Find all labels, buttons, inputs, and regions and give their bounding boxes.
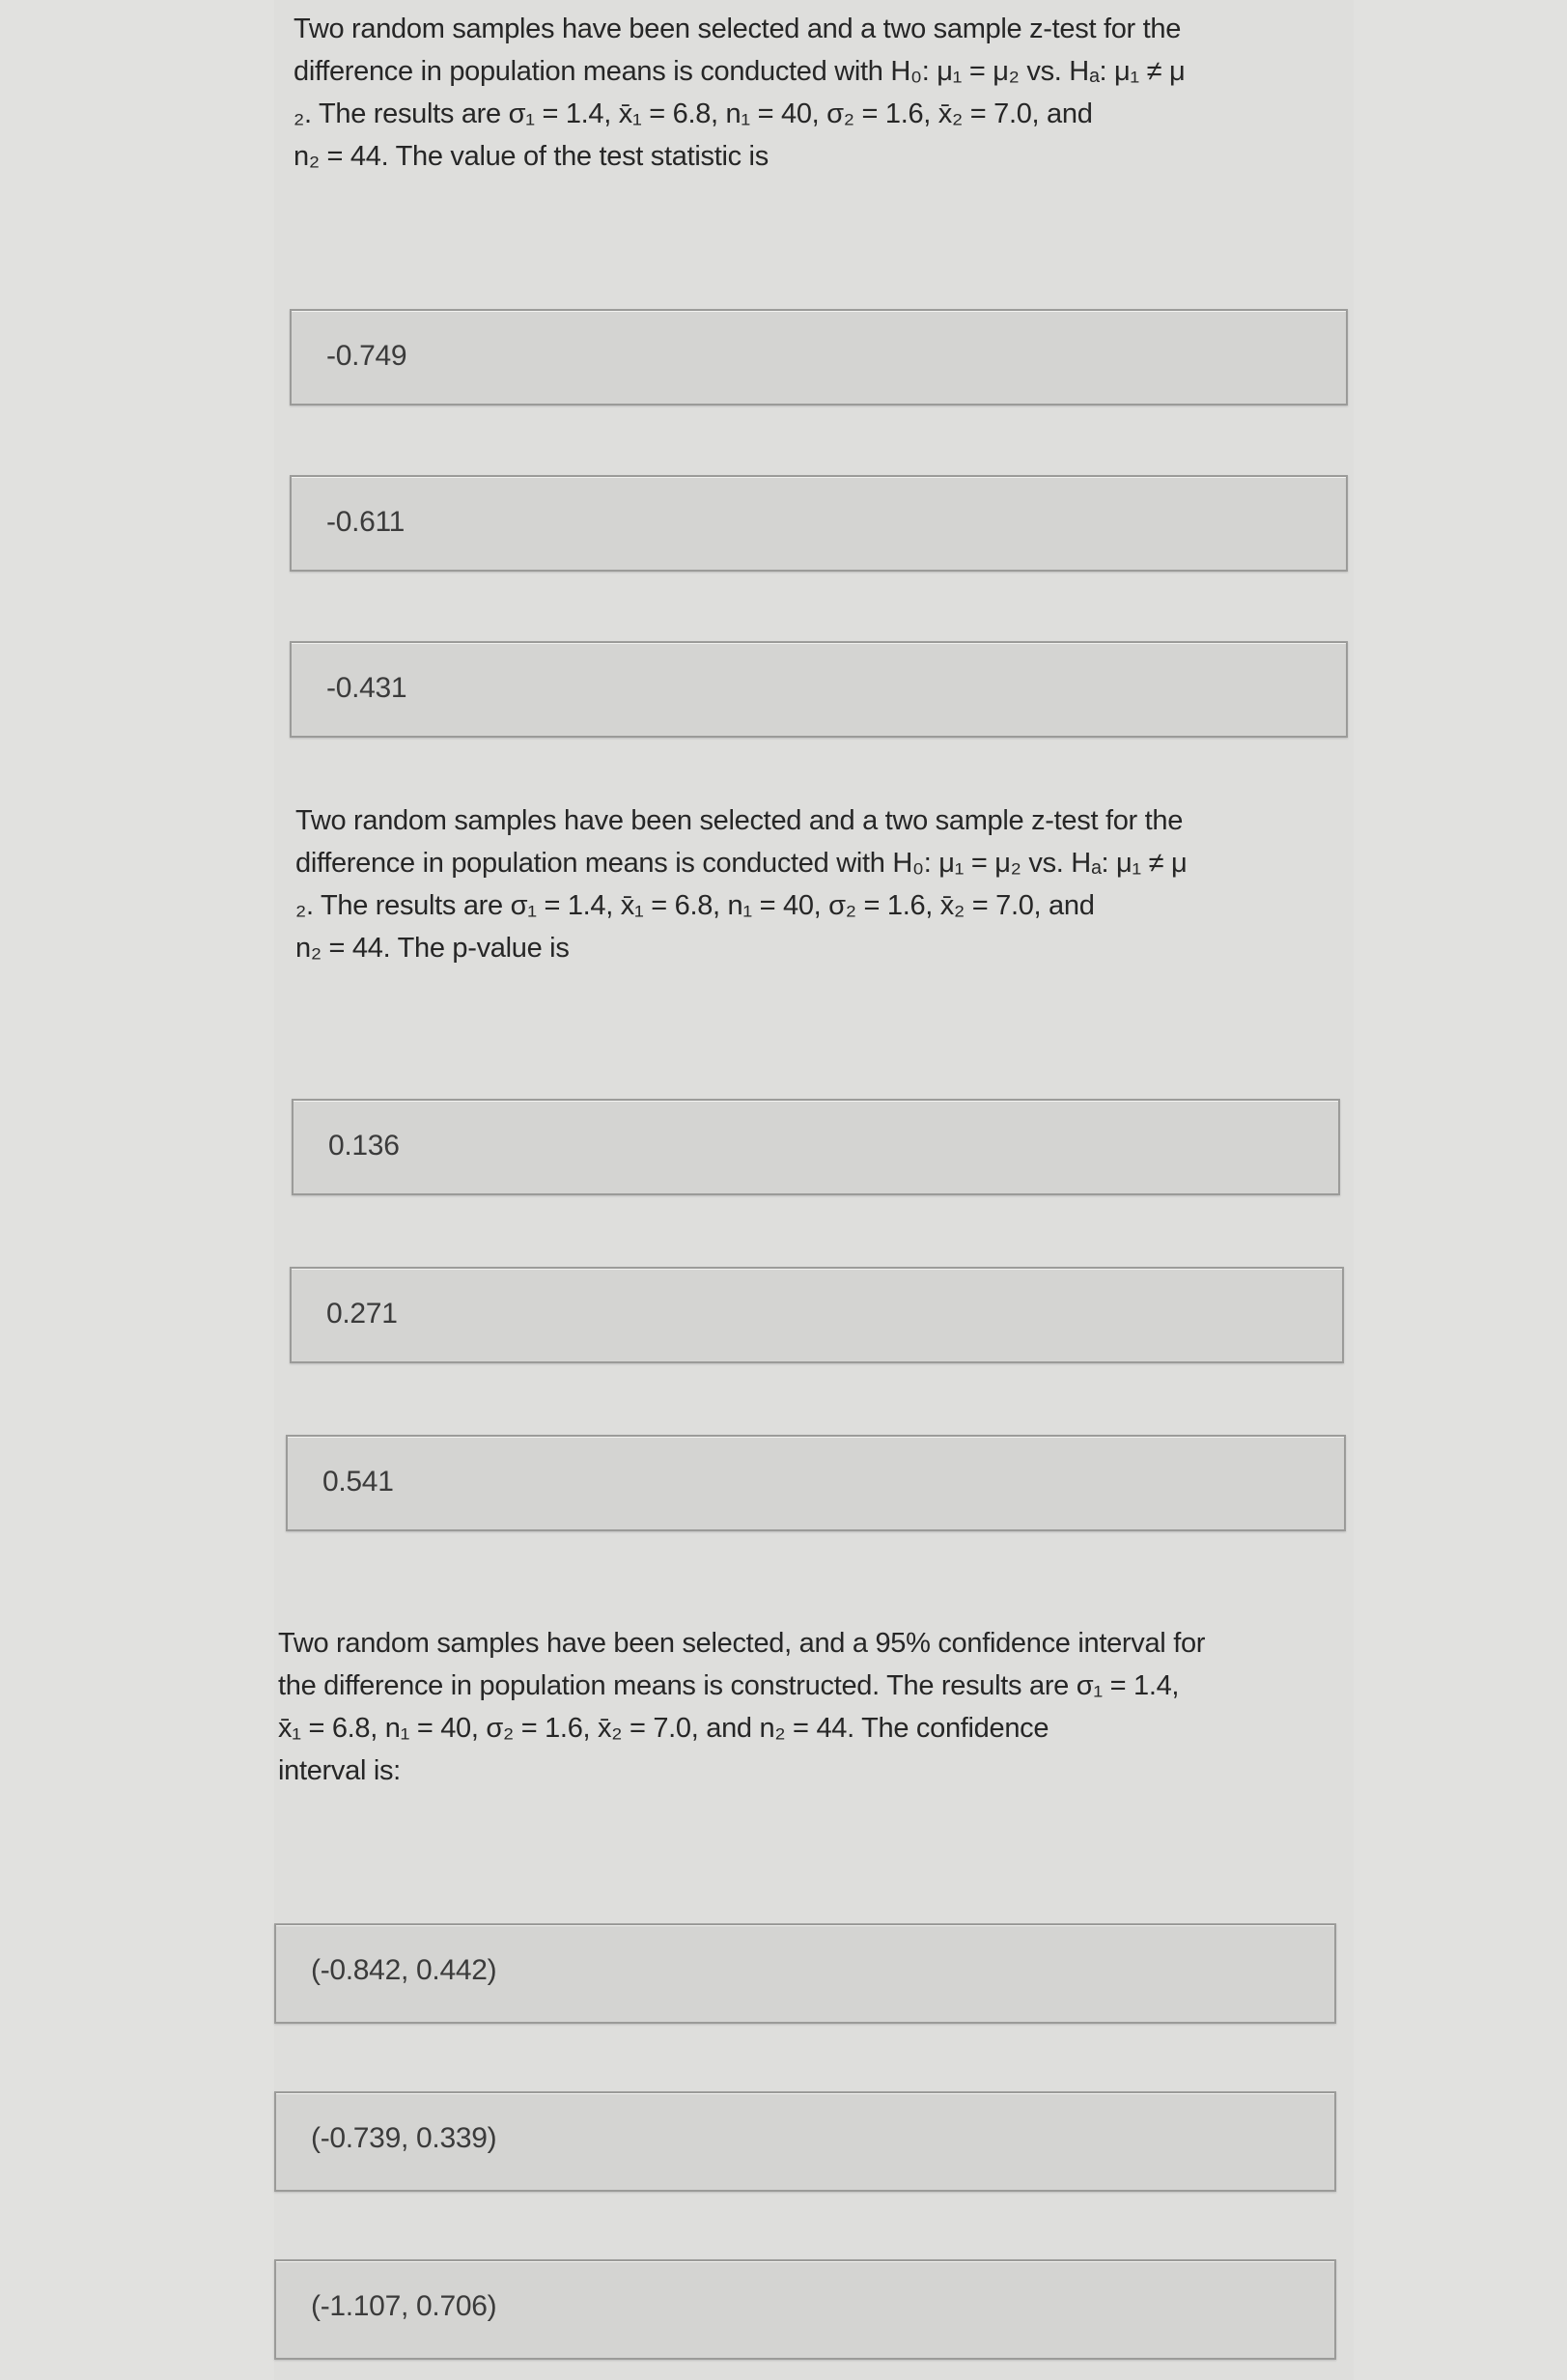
- question-2-option-2[interactable]: [290, 1267, 1344, 1363]
- question-2-option-1[interactable]: [292, 1099, 1340, 1195]
- question-1-line-3: ₂. The results are σ₁ = 1.4, x̄₁ = 6.8, n₁ = 40, σ₂ = 1.6, x̄₂ = 7.0, and: [294, 98, 1093, 129]
- question-3-option-2[interactable]: [274, 2091, 1336, 2192]
- question-3-option-1[interactable]: [274, 1923, 1336, 2024]
- question-2-option-3[interactable]: [286, 1435, 1346, 1531]
- question-1-option-1[interactable]: [290, 309, 1348, 406]
- question-1-text: [294, 8, 1185, 178]
- question-1-line-2: difference in population means is conducted with H₀: μ₁ = μ₂ vs. Hₐ: μ₁ ≠ μ: [294, 56, 1186, 87]
- question-3-option-3-label: (-1.107, 0.706): [311, 2290, 497, 2322]
- question-2-line-3: ₂. The results are σ₁ = 1.4, x̄₁ = 6.8, n₁ = 40, σ₂ = 1.6, x̄₂ = 7.0, and: [295, 890, 1095, 921]
- question-1-option-1-label: -0.749: [326, 340, 407, 372]
- question-1-option-3[interactable]: [290, 641, 1348, 738]
- question-2-line-4: n₂ = 44. The p-value is: [295, 933, 570, 964]
- question-2-option-3-label: 0.541: [322, 1466, 394, 1498]
- question-3-line-3: x̄₁ = 6.8, n₁ = 40, σ₂ = 1.6, x̄₂ = 7.0, and n₂ = 44. The confidence: [278, 1713, 1049, 1744]
- question-3-option-3[interactable]: [274, 2259, 1336, 2360]
- question-1-option-3-label: -0.431: [326, 672, 407, 704]
- question-1-line-1: Two random samples have been selected and a two sample z-test for the: [294, 14, 1182, 44]
- question-3-line-2: the difference in population means is constructed. The results are σ₁ = 1.4,: [278, 1670, 1180, 1701]
- question-3-option-1-label: (-0.842, 0.442): [311, 1954, 497, 1986]
- question-1-line-4: n₂ = 44. The value of the test statistic is: [294, 141, 769, 172]
- question-2-text: [295, 799, 1187, 969]
- question-3-line-4: interval is:: [278, 1755, 401, 1786]
- question-2-option-1-label: 0.136: [328, 1130, 400, 1162]
- question-1-option-2-label: -0.611: [326, 506, 406, 538]
- question-2-option-2-label: 0.271: [326, 1298, 398, 1330]
- question-3-option-2-label: (-0.739, 0.339): [311, 2122, 497, 2154]
- question-2-line-1: Two random samples have been selected and a two sample z-test for the: [295, 805, 1184, 836]
- question-3-text: [278, 1622, 1205, 1792]
- question-2-line-2: difference in population means is conducted with H₀: μ₁ = μ₂ vs. Hₐ: μ₁ ≠ μ: [295, 848, 1188, 879]
- question-3-line-1: Two random samples have been selected, and a 95% confidence interval for: [278, 1628, 1206, 1659]
- question-1-option-2[interactable]: [290, 475, 1348, 572]
